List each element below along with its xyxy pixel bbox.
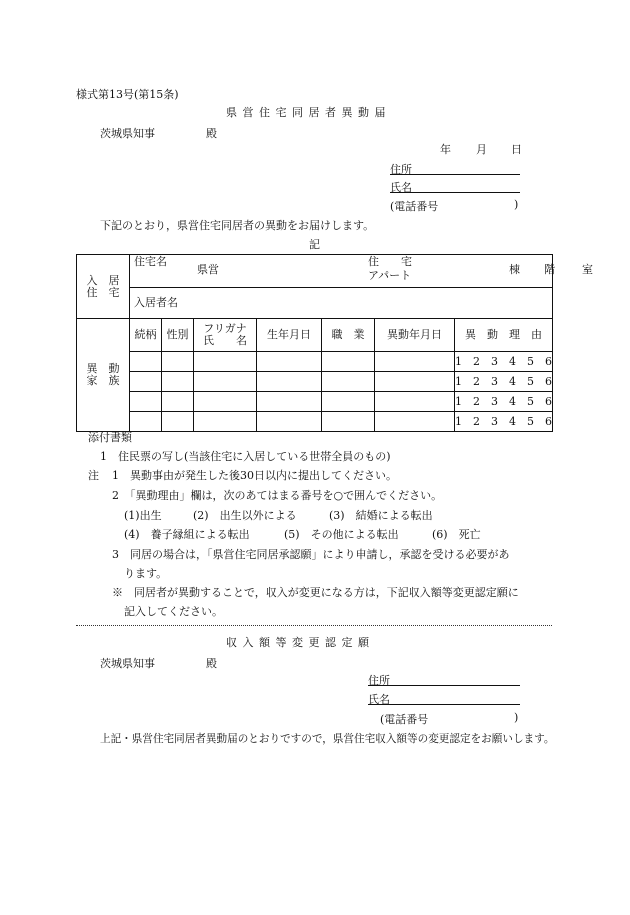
addressee: 茨城県知事 — [100, 127, 155, 140]
income-address-field[interactable] — [368, 672, 520, 686]
name-label: 氏名 — [390, 181, 412, 194]
name-cell[interactable] — [194, 352, 257, 372]
birth-cell[interactable] — [257, 412, 322, 432]
change-date-cell[interactable] — [375, 352, 455, 372]
reason-1: (1)出生 — [124, 509, 162, 522]
address-label: 住所 — [390, 163, 412, 176]
attachments-title: 添付書類 — [88, 431, 132, 444]
date-day: 日 — [511, 143, 522, 156]
residence-label-2: 住 宅 — [86, 285, 120, 299]
form-title: 県 営 住 宅 同 居 者 異 動 届 — [226, 106, 387, 119]
intro-text: 下記のとおり，県営住宅同居者の異動をお届けします。 — [100, 219, 375, 232]
honorific: 殿 — [206, 127, 217, 140]
col-change-date: 異動年月日 — [375, 319, 455, 352]
occupation-cell[interactable] — [322, 412, 375, 432]
note-label: 注 — [88, 469, 99, 482]
residence-label-1: 入 居 — [86, 273, 120, 287]
income-phone-label: (電話番号 — [380, 713, 429, 726]
income-addressee: 茨城県知事 — [100, 657, 155, 670]
sex-cell[interactable] — [162, 352, 194, 372]
resident-name-cell[interactable] — [130, 288, 553, 319]
phone-label: (電話番号 — [390, 200, 439, 213]
income-honorific: 殿 — [206, 657, 217, 670]
note-4b: 記入してください。 — [124, 605, 223, 618]
col-sex: 性別 — [162, 319, 194, 352]
sex-cell[interactable] — [162, 392, 194, 412]
col-name — [194, 319, 257, 352]
prefectural-label: 県営 — [197, 263, 219, 276]
income-address-label: 住所 — [368, 674, 390, 687]
note-4a: ※ 同居者が異動することで，収入が変更になる方は，下記収入額等変更認定願に — [112, 586, 519, 599]
reason-6: (6) 死亡 — [432, 528, 481, 541]
residence-header — [77, 255, 130, 319]
income-form-title: 収 入 額 等 変 更 認 定 願 — [226, 636, 370, 649]
apartment-label: アパート — [368, 269, 412, 282]
housing-name-cell[interactable] — [130, 255, 593, 288]
change-date-cell[interactable] — [375, 412, 455, 432]
jutaku-label: 住 宅 — [368, 255, 412, 268]
name-col-label: 氏 名 — [203, 334, 247, 347]
note-3a: 3 同居の場合は，「県営住宅同居承認願」により申請し，承認を受ける必要があ — [112, 548, 510, 561]
col-occupation: 職 業 — [322, 319, 375, 352]
note-1: 1 異動事由が発生した後30日以内に提出してください。 — [112, 469, 397, 482]
reason-4: (4) 養子縁組による転出 — [124, 528, 250, 541]
phone-close: ) — [514, 198, 519, 211]
name-cell[interactable] — [194, 412, 257, 432]
housing-name-label: 住宅名 — [134, 255, 167, 268]
sex-cell[interactable] — [162, 372, 194, 392]
col-relation: 続柄 — [130, 319, 162, 352]
occupation-cell[interactable] — [322, 372, 375, 392]
note-2: 2 「異動理由」欄は，次のあてはまる番号を○で囲んでください。 — [112, 489, 443, 502]
change-family-header — [77, 319, 130, 432]
change-date-cell[interactable] — [375, 392, 455, 412]
room-label: 室 — [582, 263, 593, 276]
reason-cell[interactable]: 1 2 3 4 5 6 — [455, 392, 553, 412]
name-cell[interactable] — [194, 372, 257, 392]
ki-label: 記 — [309, 238, 320, 251]
income-request-text: 上記・県営住宅同居者異動届のとおりですので，県営住宅収入額等の変更認定をお願いします。 — [100, 733, 555, 745]
change-table — [76, 254, 593, 432]
attachment-1: 1 住民票の写し(当該住宅に入居している世帯全員のもの) — [100, 450, 391, 463]
reason-5: (5) その他による転出 — [284, 528, 399, 541]
reason-cell[interactable]: 1 2 3 4 5 6 — [455, 352, 553, 372]
sex-cell[interactable] — [162, 412, 194, 432]
note-3b: ります。 — [124, 567, 168, 580]
address-field[interactable] — [390, 161, 520, 175]
birth-cell[interactable] — [257, 392, 322, 412]
building-label: 棟 — [509, 263, 520, 276]
relation-cell[interactable] — [130, 352, 162, 372]
reason-2: (2) 出生以外による — [193, 509, 297, 522]
form-number: 様式第13号(第15条) — [76, 88, 179, 101]
change-label-1: 異 動 — [86, 362, 120, 375]
occupation-cell[interactable] — [322, 352, 375, 372]
birth-cell[interactable] — [257, 372, 322, 392]
floor-label: 階 — [544, 263, 555, 276]
income-name-field[interactable] — [368, 691, 520, 705]
cut-line — [76, 625, 552, 626]
col-birth: 生年月日 — [257, 319, 322, 352]
relation-cell[interactable] — [130, 392, 162, 412]
reason-3: (3) 結婚による転出 — [329, 509, 433, 522]
income-phone-close: ) — [514, 711, 519, 724]
reason-cell[interactable]: 1 2 3 4 5 6 — [455, 412, 553, 432]
change-date-cell[interactable] — [375, 372, 455, 392]
relation-cell[interactable] — [130, 372, 162, 392]
occupation-cell[interactable] — [322, 392, 375, 412]
income-name-label: 氏名 — [368, 693, 390, 706]
date-month: 月 — [476, 143, 487, 156]
date-year: 年 — [440, 143, 451, 156]
resident-name-label: 入居者名 — [134, 296, 178, 309]
name-cell[interactable] — [194, 392, 257, 412]
furigana-label: フリガナ — [203, 322, 247, 335]
change-label-2: 家 族 — [86, 374, 120, 387]
birth-cell[interactable] — [257, 352, 322, 372]
reason-cell[interactable]: 1 2 3 4 5 6 — [455, 372, 553, 392]
name-field[interactable] — [390, 179, 520, 193]
relation-cell[interactable] — [130, 412, 162, 432]
col-reason: 異 動 理 由 — [455, 319, 553, 352]
